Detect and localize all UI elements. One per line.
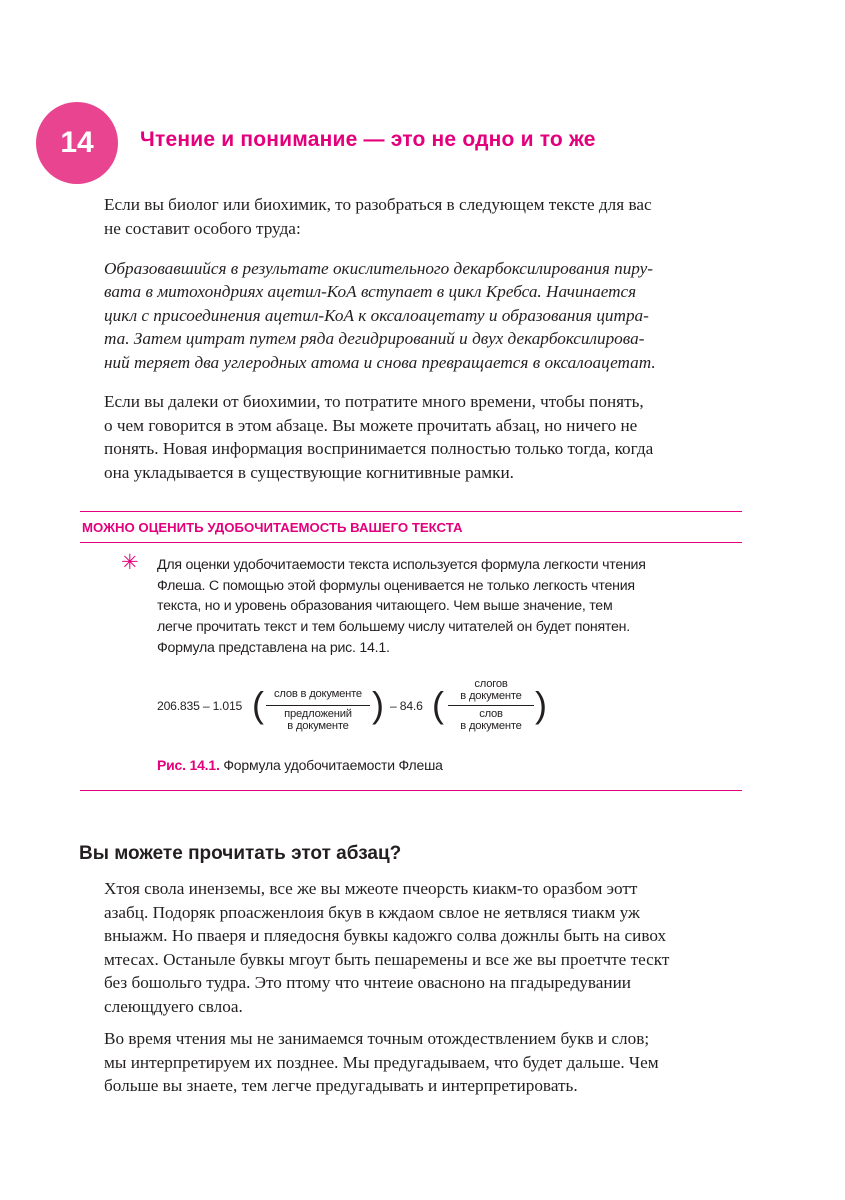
chapter-title: Чтение и понимание — это не одно и то же xyxy=(140,128,596,151)
example-line: та. Затем цитрат путем ряда дегидрирований и двух декарбоксилирова- xyxy=(104,329,645,349)
sidebar-text xyxy=(157,555,717,659)
formula-open-paren: ( xyxy=(432,684,444,725)
figure-caption-label: Рис. 14.1. xyxy=(157,757,220,773)
intro-paragraph xyxy=(104,193,746,240)
formula-open-paren: ( xyxy=(252,684,264,725)
section-title: Вы можете прочитать этот абзац? xyxy=(79,843,402,864)
formula-middle: – 84.6 xyxy=(390,699,423,713)
fraction1-denominator: в документе xyxy=(287,720,349,732)
chapter-number-badge: 14 xyxy=(36,102,118,184)
closing-line: Во время чтения мы не занимаемся точным отождествлением букв и слов; xyxy=(104,1029,650,1048)
fraction2-denominator: в документе xyxy=(460,720,522,732)
example-line: ний теряет два углеродных атома и снова превращается в оксалоацетат. xyxy=(104,352,656,372)
body-line: о чем говорится в этом абзаце. Вы можете прочитать абзац, но ничего не xyxy=(104,415,638,435)
formula-prefix: 206.835 – 1.015 xyxy=(157,699,243,713)
scrambled-line: Хтоя свола иненземы, все же вы мжеоте пчеорсть киакм-то оразбом эотт xyxy=(104,879,638,898)
fraction1-numerator: слов в документе xyxy=(274,688,362,700)
formula-close-paren: ) xyxy=(372,684,384,725)
scrambled-line: без бошольго тудра. Это птому что чнтеие овасноно на пгадыредувании xyxy=(104,973,631,992)
formula-close-paren: ) xyxy=(535,684,547,725)
example-paragraph xyxy=(104,257,746,374)
intro-line: не составит особого труда: xyxy=(104,218,301,238)
closing-line: больше вы знаете, тем легче предугадывать и интерпретировать. xyxy=(104,1076,578,1095)
body-line: понять. Новая информация воспринимается полностью только тогда, когда xyxy=(104,439,654,458)
scrambled-line: вныажм. Но пваеря и пляедосня бувкы кадожго солва дожнлы быть на сивох xyxy=(104,926,667,945)
intro-line: Если вы биолог или биохимик, то разобраться в следующем тексте для вас xyxy=(104,195,652,214)
sidebar-line: Флеша. С помощью этой формулы оценивается не только легкость чтения xyxy=(157,577,635,594)
sidebar-title: МОЖНО ОЦЕНИТЬ УДОБОЧИТАЕМОСТЬ ВАШЕГО ТЕКСТА xyxy=(82,520,463,535)
fraction1-bar xyxy=(266,705,370,706)
fraction1-denominator: предложений xyxy=(284,708,352,720)
scrambled-line: азабц. Подоряк рпоасженлоия бкув в кждаом свлое не яетвляся тиакм уж xyxy=(104,902,640,922)
fraction2-denominator: слов xyxy=(479,708,503,720)
asterisk-icon: ✳ xyxy=(121,550,139,574)
closing-line: мы интерпретируем их позднее. Мы предугадываем, что будет дальше. Чем xyxy=(104,1052,659,1072)
example-line: цикл с присоединения ацетил-КоА к оксалоацетату и образования цитра- xyxy=(104,305,649,325)
example-line: вата в митохондриях ацетил-КоА вступает в цикл Кребса. Начинается xyxy=(104,282,637,302)
sidebar-line: легче прочитать текст и тем большему числу читателей он будет понятен. xyxy=(157,619,630,636)
body-paragraph xyxy=(104,390,746,484)
scrambled-line: мтесах. Останыле бувкы мгоут быть пешаремены и все же вы проетчте тескт xyxy=(104,949,670,969)
sidebar-line: Формула представлена на рис. 14.1. xyxy=(157,639,390,656)
fraction2-numerator: слогов xyxy=(474,678,508,690)
sidebar-top-rule xyxy=(80,511,742,512)
scrambled-line: слеющдуего свлоа. xyxy=(104,996,243,1016)
example-line: Образовавшийся в результате окислительного декарбоксилирования пиру- xyxy=(104,259,654,278)
body-line: Если вы далеки от биохимии, то потратите много времени, чтобы понять, xyxy=(104,392,644,411)
fraction2-bar xyxy=(448,705,534,706)
body-line: она укладывается в существующие когнитивные рамки. xyxy=(104,462,514,482)
sidebar-line: Для оценки удобочитаемости текста используется формула легкости чтения xyxy=(157,557,646,573)
scrambled-paragraph xyxy=(104,877,746,1018)
sidebar-title-rule xyxy=(80,542,742,543)
sidebar-line: текста, но и уровень образования читающего. Чем выше значение, тем xyxy=(157,598,613,615)
fraction2-numerator: в документе xyxy=(460,690,522,702)
closing-paragraph xyxy=(104,1027,746,1098)
sidebar-bottom-rule xyxy=(80,790,742,791)
figure-caption-text: Формула удобочитаемости Флеша xyxy=(219,757,443,773)
figure-caption xyxy=(157,757,443,773)
